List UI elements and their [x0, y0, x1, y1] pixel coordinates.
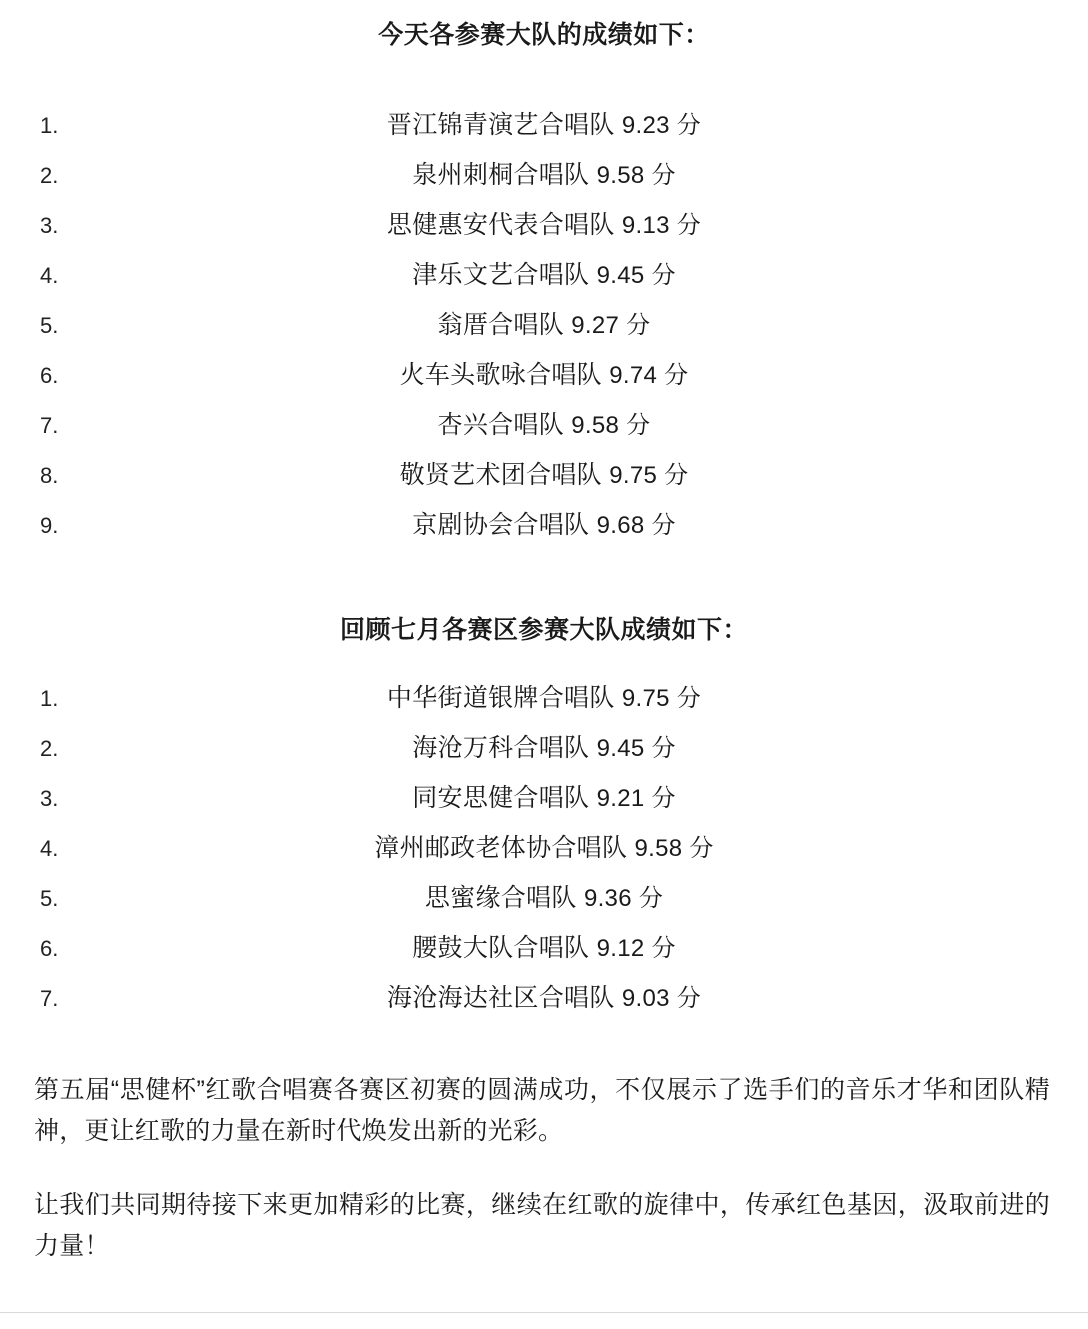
list-item [0, 155, 1088, 205]
item-text [86, 728, 1088, 764]
list-item [0, 828, 1088, 878]
item-text [86, 505, 1088, 541]
item-text [86, 978, 1088, 1014]
item-number: 6. [40, 363, 59, 388]
team-name: 思蜜缘合唱队 [424, 884, 577, 912]
item-text [86, 405, 1088, 441]
item-text [86, 305, 1088, 341]
team-name: 思健惠安代表合唱队 [386, 211, 615, 239]
item-number: 1. [40, 113, 59, 138]
list-item [0, 205, 1088, 255]
list-item [0, 355, 1088, 405]
list-item [0, 405, 1088, 455]
list-item [0, 505, 1088, 555]
team-name: 火车头歌咏合唱队 [399, 361, 602, 389]
team-score: 9.58 分 [634, 835, 714, 862]
list-item [0, 455, 1088, 505]
team-score: 9.12 分 [596, 935, 676, 962]
item-number: 4. [40, 263, 59, 288]
item-text [86, 828, 1088, 864]
team-name: 翁厝合唱队 [437, 311, 565, 339]
team-name: 海沧万科合唱队 [412, 734, 590, 762]
team-score: 9.45 分 [596, 262, 676, 289]
team-name: 中华街道银牌合唱队 [386, 684, 615, 712]
team-name: 漳州邮政老体协合唱队 [374, 834, 628, 862]
item-number: 7. [40, 413, 59, 438]
team-score: 9.21 分 [596, 785, 676, 812]
team-name: 海沧海达社区合唱队 [386, 984, 615, 1012]
paragraph-summary: 第五届“思健杯”红歌合唱赛各赛区初赛的圆满成功，不仅展示了选手们的音乐才华和团队精神，更让红歌的力量在新时代焕发出新的光彩。 [34, 1076, 1050, 1145]
team-name: 同安思健合唱队 [412, 784, 590, 812]
item-number: 8. [40, 463, 59, 488]
item-text [86, 928, 1088, 964]
item-number: 7. [40, 986, 59, 1011]
item-number: 2. [40, 736, 59, 761]
bottom-divider [0, 1312, 1088, 1313]
item-text [86, 355, 1088, 391]
item-number: 6. [40, 936, 59, 961]
item-text [86, 255, 1088, 291]
list-item [0, 978, 1088, 1028]
item-number: 3. [40, 213, 59, 238]
list-item [0, 305, 1088, 355]
item-number: 5. [40, 313, 59, 338]
item-number: 4. [40, 836, 59, 861]
item-text [86, 678, 1088, 714]
item-number: 2. [40, 163, 59, 188]
team-score: 9.36 分 [583, 885, 664, 912]
list-item [0, 778, 1088, 828]
item-number: 3. [40, 786, 59, 811]
item-text [86, 205, 1088, 241]
list-item [0, 878, 1088, 928]
item-number: 5. [40, 886, 59, 911]
item-text [86, 878, 1088, 914]
team-name: 敬贤艺术团合唱队 [399, 461, 602, 489]
team-score: 9.68 分 [596, 512, 676, 539]
list-item [0, 105, 1088, 155]
today-results-list [0, 105, 1088, 555]
list-item [0, 678, 1088, 728]
list-item [0, 255, 1088, 305]
team-score: 9.45 分 [596, 735, 676, 762]
closing-paragraphs [0, 1070, 1088, 1266]
team-name: 腰鼓大队合唱队 [412, 934, 590, 962]
team-name: 杏兴合唱队 [437, 411, 565, 439]
july-results-heading: 回顾七月各赛区参赛大队成绩如下： [339, 616, 748, 644]
team-score: 9.74 分 [609, 362, 689, 389]
document-page [0, 18, 1088, 1266]
item-number: 1. [40, 686, 59, 711]
team-name: 泉州刺桐合唱队 [412, 161, 590, 189]
paragraph-closing: 让我们共同期待接下来更加精彩的比赛，继续在红歌的旋律中，传承红色基因，汲取前进的力量！ [34, 1191, 1050, 1260]
team-score: 9.23 分 [621, 112, 702, 139]
team-score: 9.58 分 [596, 162, 676, 189]
team-score: 9.75 分 [621, 685, 702, 712]
today-results-heading: 今天各参赛大队的成绩如下： [378, 21, 710, 49]
team-score: 9.13 分 [621, 212, 702, 239]
item-text [86, 778, 1088, 814]
item-text [86, 455, 1088, 491]
team-score: 9.03 分 [621, 985, 702, 1012]
july-results-list [0, 678, 1088, 1028]
item-number: 9. [40, 513, 59, 538]
list-item [0, 728, 1088, 778]
team-score: 9.27 分 [571, 312, 651, 339]
team-name: 晋江锦青演艺合唱队 [386, 111, 615, 139]
item-text [86, 105, 1088, 141]
list-item [0, 928, 1088, 978]
team-name: 津乐文艺合唱队 [412, 261, 590, 289]
item-text [86, 155, 1088, 191]
team-score: 9.75 分 [609, 462, 689, 489]
team-name: 京剧协会合唱队 [412, 511, 590, 539]
team-score: 9.58 分 [571, 412, 651, 439]
